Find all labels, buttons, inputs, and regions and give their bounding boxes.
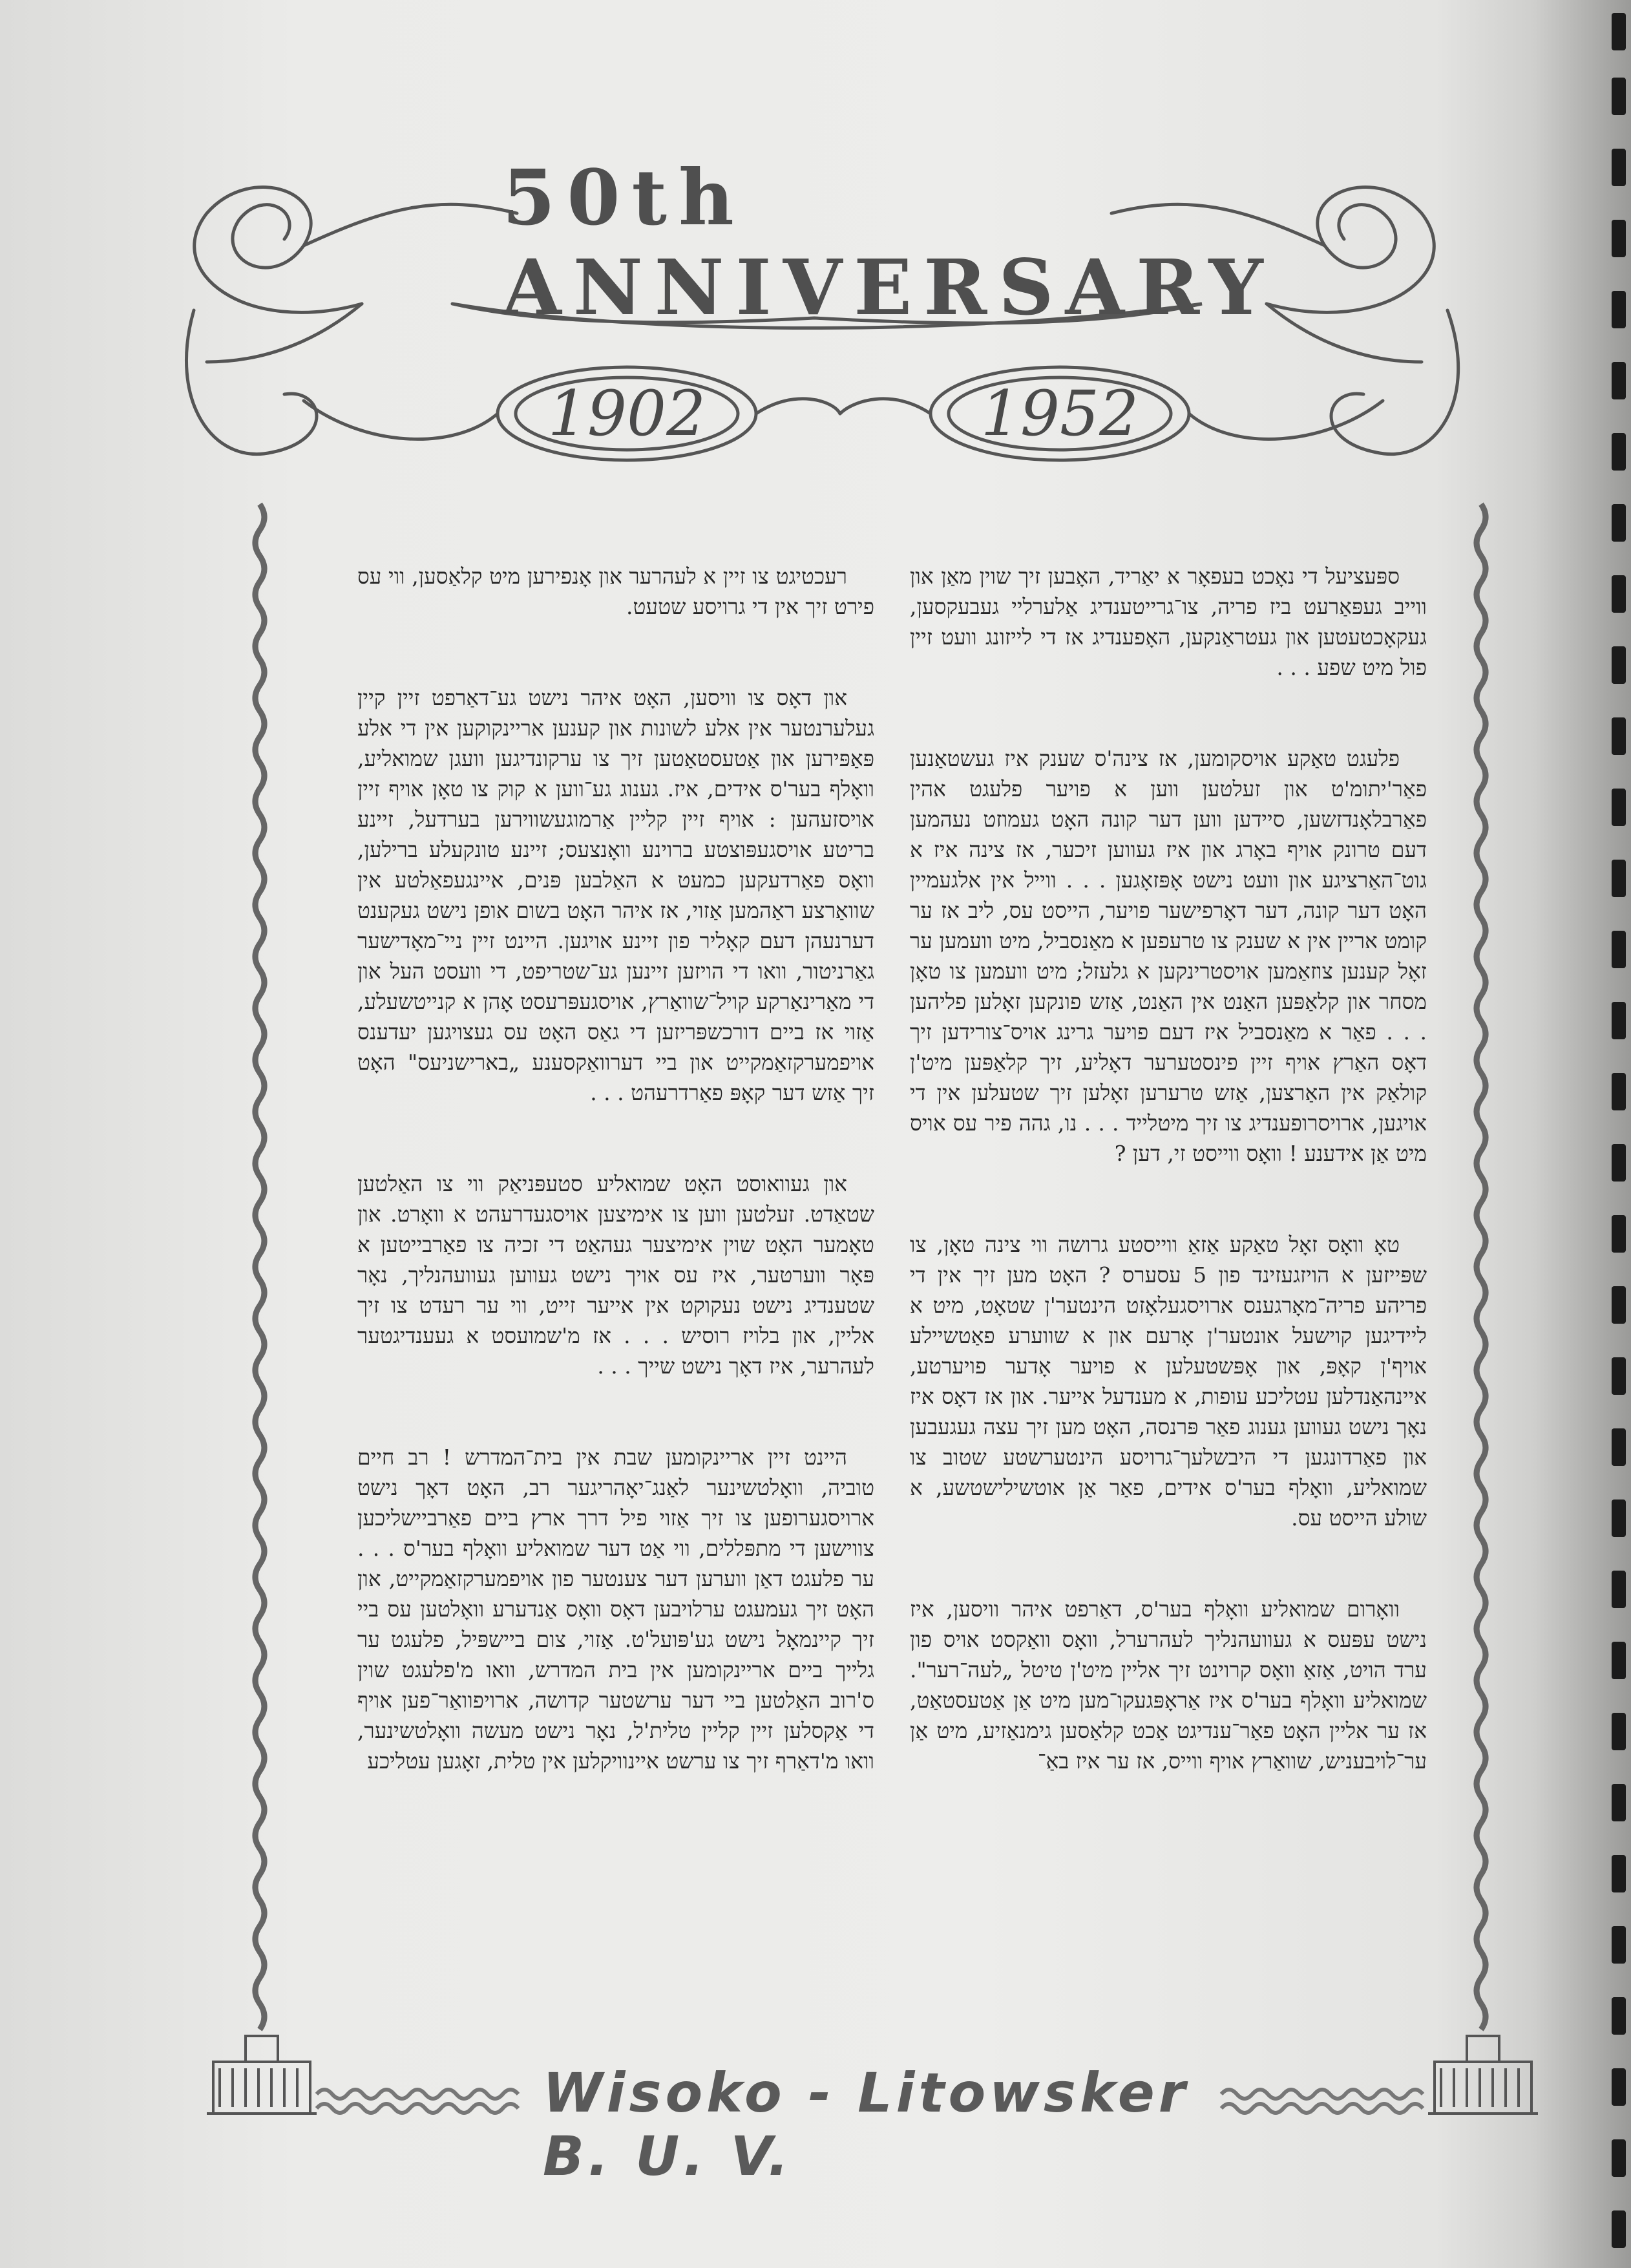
paragraph: ספּעציעל די נאָכט בעפאָר א יאַריד, האָבען זיך שוין מאַן און ווייב געפּאַרעט ביז פריה, צו־גרייטענדיג אַלערליי געבעקסען, געקאָכטעטען און געטראַנקען, האָפענדיג אז די לייזונג וועט זיין פול מיט שפע . . . — [910, 564, 1427, 680]
paragraph: און געוואוסט האָט שמואליע סטעפּניאַק ווי צו האַלטען שטאַדט. זעלטען ווען צו אימיצען אויסגעדרעהט א וואָרט. און טאָמער האָט שוין אימיצער געהאַט די זכיה צו פאַרבייטען א פּאָר ווערטער, איז עס אויך נישט געווען געוועהנליך, נאָר שטענדיג נישט נעקוקט אין אייער זייט, ווי ער רעדט צו זיך אליין, און בלויז רוסיש . . . אז מ'שמועסט א געענדיגטער לעהרער, איז דאָך נישט שייך . . . — [357, 1171, 874, 1379]
wavy-border-right — [1477, 504, 1486, 2030]
spiral-binding — [1605, 0, 1631, 2268]
year-end: 1952 — [980, 377, 1139, 450]
wavy-footer-right — [1221, 2090, 1423, 2113]
year-start: 1902 — [547, 377, 706, 450]
pillar-base-right — [1428, 2036, 1538, 2114]
paragraph: רעכטיגט צו זיין א לעהרער און אָנפירען מיט קלאַסען, ווי עס פירט זיך אין די גרויסע שטעט. — [357, 564, 874, 619]
anniversary-title: 50th ANNIVERSARY — [502, 153, 1275, 332]
society-name-footer: Wisoko - Litowsker B. U. V. — [543, 2061, 1190, 2188]
paragraph: וואָרום שמואליע וואָלף בער'ס, דאַרפט איהר וויסען, איז נישט עפּעס א געוועהנליך לעהרערל, וואָס וואַקסט אויס פון ערד הויט, אַזאַ וואָס קרוינט זיך אליין מיט'ן טיטל „לעה־רער". שמואליע וואָלף בער'ס איז אַראָפּגעקו־מען מיט אַן אַטעסטאַט, אז ער אליין האָט פאַר־ענדיגט אַכט קלאַסען גימנאַזיע, מיט אַן ער־לויבעניש, שוואַרץ אויף ווייס, אז ער איז באַ־ — [910, 1596, 1427, 1774]
wavy-border-left — [255, 504, 264, 2030]
article-column-right — [910, 561, 1427, 1989]
scroll-flourish-left — [195, 187, 517, 312]
paragraph: פלעגט טאַקע אויסקומען, אז צינה'ס שענק איז געשטאַנען פאַר'יתומ'ט און זעלטען ווען א פויער פלעגט אהין פאַרבלאָנדזשען, סיידען ווען דער קונה האָט געמוזט נעהמען דעם טרונק אויף באָרג און איז געווען זיכער, אז צינה איז א גוט־האַרציגע און וועט נישט אָפּזאָגען . . . ווייל אין אלגעמיין האָט דער קונה, דער דאָרפישער פויער, הייסט עס, ליב אז ער קומט אריין אין א שענק צו טרעפען א מאַנסביל, מיט וועמען ער זאָל קענען צוזאַמען אויסטרינקען א גלעזל; מיט וועמען צו טאָן מסחר און קלאַפּען האַנט אין האַנט, אַזש פונקען זאָלען פליהען . . . פאַר א מאַנסביל איז דעם פויער גרינג אויס־צורידען זיך דאָס האַרץ אויף זיין פינסטערער דאָליע, זיך קלאַפּען מיט'ן קולאַק אין האַרצען, אַזש טרערען זאָלען זיך שטעלען אין די אויגען, ארויסרופענדיג צו זיך מיטלייד . . . נו, גהה פיר עס אויס מיט אַן אידענע ! וואָס ווייסט זי, דען ? — [910, 746, 1427, 1166]
pillar-base-left — [207, 2036, 317, 2114]
paragraph: טאָ וואָס זאָל טאַקע אַזאַ ווייסטע גרושה ווי צינה טאָן, צו שפּייזען א הויזגעזינד פון 5 עסערס ? האָט מען זיך אין די פריהע פריה־מאָרגענס ארויסגעלאָזט הינטער'ן שטאָט, מיט א ליידיגען קוישעל אונטער'ן אָרעם און א שווערע פאַטשיילע אויף'ן קאָפּ, און אָפּשטעלען א פויער אָדער פויערטע, איינהאַנדלען עטליכע עופות, א מענדעל אייער. און אז דאָס איז נאָך נישט געווען גענוג פאַר פּרנסה, האָט מען זיך עצה געגעבען און פאַרדונגען די היבשלעך־גרויסע הינטערשטע שטוב צו שמואליע, וואָלף בער'ס אידים, פאַר אַן אוטשילישטשע, א שולע הייסט עס. — [910, 1232, 1427, 1531]
article-column-left — [357, 561, 874, 1989]
paragraph: און דאָס צו וויסען, האָט איהר נישט גע־דאַרפט זיין קיין געלערנטער אין אלע לשונות און קענען אריינקוקען אין די אלע פּאַפּירען און אַטעסטאַטען זיך צו ערקונדיגען וועגן שמואליע, וואָלף בער'ס אידים, איז. גענוג גע־ווען א קוק צו טאָן אויף זיין אויסזעהען : אויף זיין קליין אַרמוגעשווירען בערדעל, זיינע בריטע אויסגעפּוצטע ברוינע וואָנצעס; זיינע טונקעלע ברילען, וואָס פאַרדעקען כמעט א האַלבען פּנים, איינגעפאַלטע אין שוואַרצע ראַהמען אַזוי, אז איהר האָט בשום אופן נישט געקענט דערנעהן דעם קאָליר פון זיינע אויגען. היינט זיין ניי־מאָדישער גאַרניטור, וואו די הויזען זיינען גע־שטריפט, די וועסט העל און די מאַרינאַרקע קויל־שוואַרץ, אויסגעפּרעסט אָהן א קנייטשעלע, אַזוי אז ביים דורכשפּריזען די גאַס האָט עס געצויגען יעדענס אויפמערקזאַמקייט און ביי דערוואַקסענע „בארישניעס" האָט זיך אַזש דער קאָפּ פאַרדרעהט . . . — [357, 685, 874, 1105]
scroll-flourish-right-lower — [1267, 304, 1458, 454]
paragraph: היינט זיין אריינקומען שבת אין בית־המדרש ! רב חיים טוביה, וואָלטשינער לאַנג־יאָהריגער רב, האָט דאָך נישט ארויסגערופען צו זיך אַזוי פיל דרך ארץ ביים פאַרביישליכען צווישען די מתפּללים, ווי אַט דער שמואליע וואָלף בער'ס . . . ער פלעגט דאַן ווערען דער צענטער פון אויפמערקזאַמקייט, און האָט זיך געמעגט ערלויבען דאָס וואָס אַנדערע וואָלטען עס ביי זיך קיינמאָל נישט גע'פּועל'ט. אַזוי, צום ביישפּיל, פלעגט ער גלייך ביים אריינקומען אין בית המדרש, וואו מ'פלעגט שוין ס'רוב האַלטען ביי דער ערשטער קדושה, ארויפוואַר־פען אויף די אַקסלען זיין קליין טלית'ל, נאָר נישט מעשה וואָלטשינער, וואו מ'דאַרף זיך צו ערשט איינוויקלען אין טלית, זאָגען עטליכע — [357, 1445, 874, 1774]
scroll-flourish-left-lower — [186, 304, 362, 454]
wavy-footer-left — [317, 2090, 518, 2113]
